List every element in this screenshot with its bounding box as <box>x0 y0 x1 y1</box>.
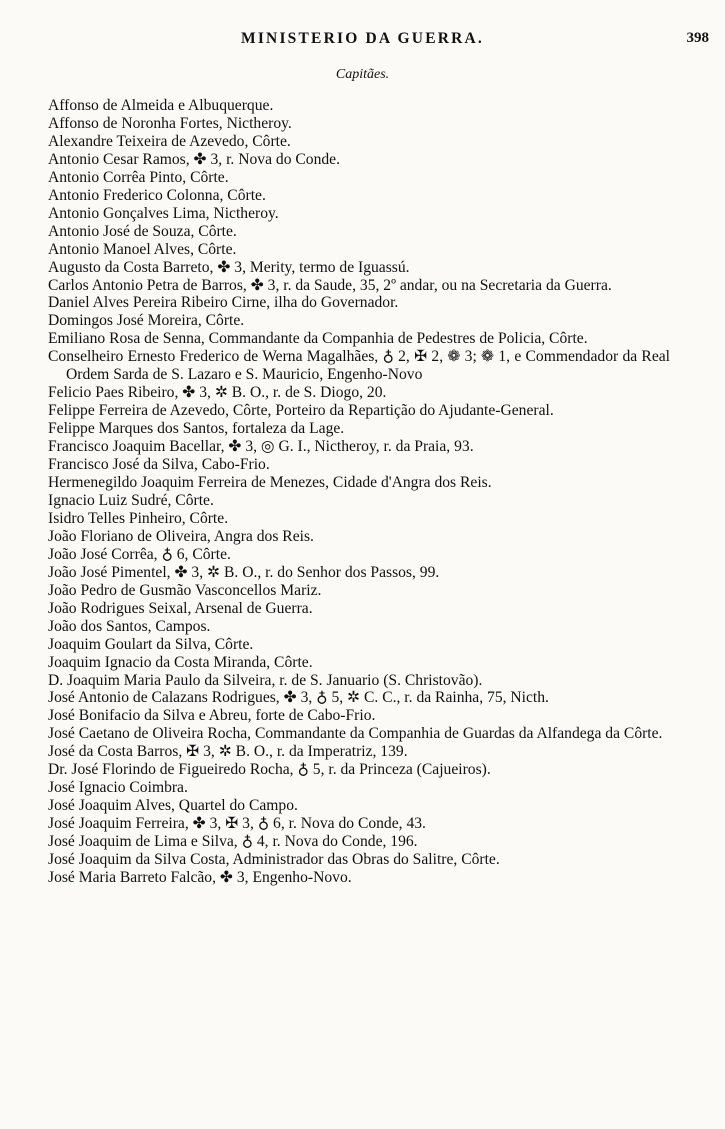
list-item: José Joaquim Ferreira, ✤ 3, ✠ 3, ♁ 6, r. Nova do Conde, 43. <box>48 815 426 833</box>
list-item: Felicio Paes Ribeiro, ✤ 3, ✲ B. O., r. de S. Diogo, 20. <box>48 384 387 402</box>
list-item: Antonio Corrêa Pinto, Côrte. <box>48 168 229 186</box>
running-head <box>0 30 725 56</box>
list-item: Joaquim Ignacio da Costa Miranda, Côrte. <box>48 653 313 671</box>
list-item: José Joaquim da Silva Costa, Administrador das Obras do Salitre, Côrte. <box>48 851 500 869</box>
list-item: José Caetano de Oliveira Rocha, Commandante da Companhia de Guardas da Alfandega da Côrte. <box>48 725 663 743</box>
list-item: Francisco Joaquim Bacellar, ✤ 3, ◎ G. I., Nictheroy, r. da Praia, 93. <box>48 438 474 456</box>
list-item: Conselheiro Ernesto Frederico de Werna Magalhães, ♁ 2, ✠ 2, ❁ 3; ❁ 1, e Commendador da Real Ordem Sarda de S. Lazaro e S. Mauricio, Engenho-Novo <box>48 348 670 384</box>
list-item: José Joaquim Alves, Quartel do Campo. <box>48 797 298 815</box>
list-item: Felippe Marques dos Santos, fortaleza da Lage. <box>48 420 345 438</box>
list-item: Emiliano Rosa de Senna, Commandante da Companhia de Pedestres de Policia, Côrte. <box>48 330 588 348</box>
list-item: Carlos Antonio Petra de Barros, ✤ 3, r. da Saude, 35, 2º andar, ou na Secretaria da Guerra. <box>48 276 612 294</box>
list-item: Domingos José Moreira, Côrte. <box>48 312 245 330</box>
page-header-title: MINISTERIO DA GUERRA. <box>241 30 484 47</box>
list-item: Joaquim Goulart da Silva, Côrte. <box>48 635 254 653</box>
list-item: José Joaquim de Lima e Silva, ♁ 4, r. Nova do Conde, 196. <box>48 833 418 851</box>
list-item: João José Pimentel, ✤ 3, ✲ B. O., r. do Senhor dos Passos, 99. <box>48 563 440 581</box>
list-item: Dr. José Florindo de Figueiredo Rocha, ♁ 5, r. da Princeza (Cajueiros). <box>48 761 491 779</box>
list-item: Ignacio Luiz Sudré, Côrte. <box>48 491 214 509</box>
list-item: Affonso de Almeida e Albuquerque. <box>48 97 274 114</box>
list-item: Antonio Cesar Ramos, ✤ 3, r. Nova do Conde. <box>48 150 340 168</box>
list-item: Antonio José de Souza, Côrte. <box>48 222 237 240</box>
list-item: José Ignacio Coimbra. <box>48 779 188 797</box>
entry-list <box>48 97 670 887</box>
list-item: João dos Santos, Campos. <box>48 617 211 635</box>
list-item: João Floriano de Oliveira, Angra dos Reis. <box>48 527 314 545</box>
list-item: Augusto da Costa Barreto, ✤ 3, Merity, termo de Iguassú. <box>48 258 410 276</box>
list-item: Hermenegildo Joaquim Ferreira de Menezes, Cidade d'Angra dos Reis. <box>48 474 492 492</box>
list-item: D. Joaquim Maria Paulo da Silveira, r. de S. Januario (S. Christovão). <box>48 671 483 689</box>
list-item: Isidro Telles Pinheiro, Côrte. <box>48 509 229 527</box>
list-item: João José Corrêa, ♁ 6, Côrte. <box>48 545 231 563</box>
list-item: Alexandre Teixeira de Azevedo, Côrte. <box>48 132 291 150</box>
list-item: José Bonifacio da Silva e Abreu, forte de Cabo-Frio. <box>48 707 376 725</box>
list-item: José Maria Barreto Falcão, ✤ 3, Engenho-Novo. <box>48 868 352 886</box>
list-item: José da Costa Barros, ✠ 3, ✲ B. O., r. da Imperatriz, 139. <box>48 743 408 761</box>
list-item: João Pedro de Gusmão Vasconcellos Mariz. <box>48 581 322 599</box>
list-item: João Rodrigues Seixal, Arsenal de Guerra. <box>48 599 313 617</box>
list-item: Antonio Gonçalves Lima, Nictheroy. <box>48 204 279 222</box>
list-item: Affonso de Noronha Fortes, Nictheroy. <box>48 114 292 132</box>
list-item: Daniel Alves Pereira Ribeiro Cirne, ilha do Governador. <box>48 294 399 312</box>
list-item: Felippe Ferreira de Azevedo, Côrte, Porteiro da Repartição do Ajudante-General. <box>48 402 554 420</box>
list-item: José Antonio de Calazans Rodrigues, ✤ 3, ♁ 5, ✲ C. C., r. da Rainha, 75, Nicth. <box>48 689 549 707</box>
list-item: Francisco José da Silva, Cabo-Frio. <box>48 456 270 474</box>
section-title: Capitães. <box>335 67 390 82</box>
list-item: Antonio Frederico Colonna, Côrte. <box>48 186 266 204</box>
page-number: 398 <box>686 30 709 46</box>
list-item: Antonio Manoel Alves, Côrte. <box>48 240 237 258</box>
